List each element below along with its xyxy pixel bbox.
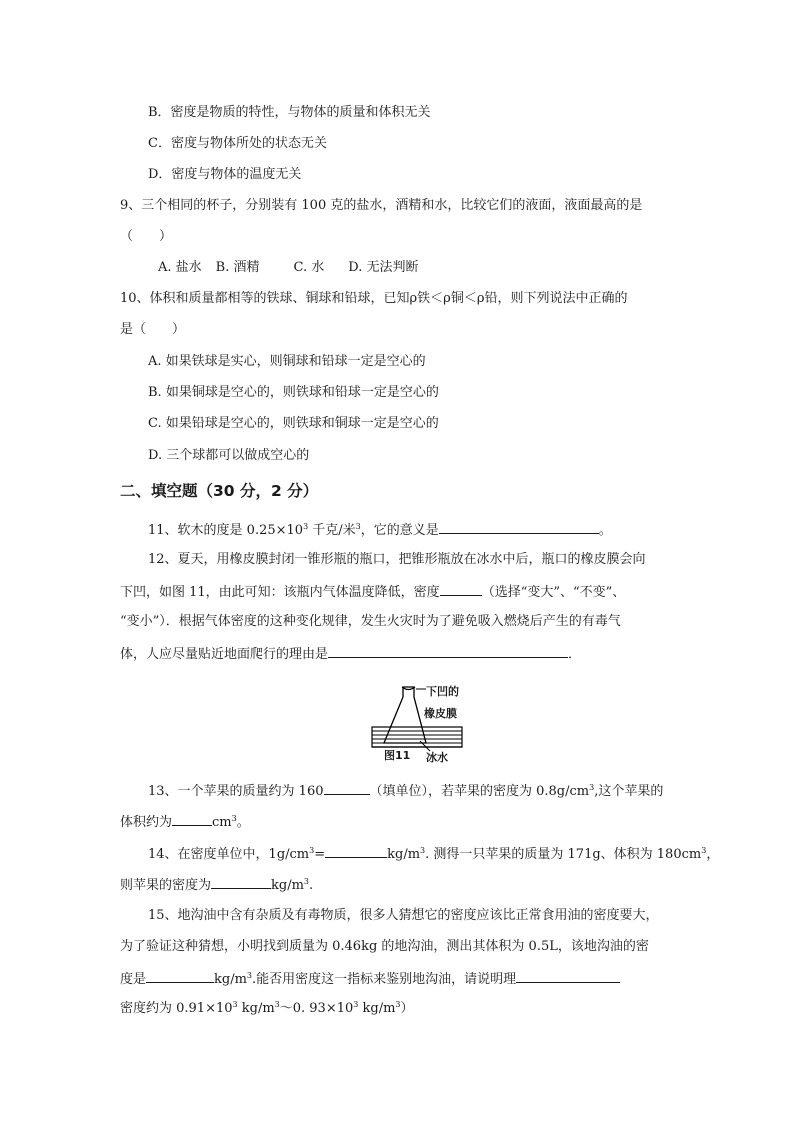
q14-density-blank[interactable]	[211, 875, 271, 889]
q14-text-post: . 测得一只苹果的质量为 171g、体积为 180cm	[425, 847, 702, 862]
q15-reason-blank[interactable]	[516, 969, 620, 983]
figure-label-concave: 下凹的	[426, 685, 459, 698]
q14-line1	[148, 844, 719, 864]
q11-text-pre: 11、软木的度是 0.25×10	[148, 523, 304, 538]
q14-line2-pre: 则苹果的密度为	[120, 878, 212, 893]
q9-option-d: D. 无法判断	[348, 260, 419, 275]
figure-11-flask-in-ice-water	[370, 683, 470, 765]
q14-exp3: 3	[701, 846, 707, 855]
q13-unit-blank[interactable]	[324, 781, 370, 795]
q12-line2-pre: 下凹，如图 11，由此可知：该瓶内气体温度降低，密度	[120, 585, 440, 600]
q13-text-pre: 13、一个苹果的质量约为 160	[148, 784, 324, 799]
q15-line4	[120, 1000, 414, 1018]
q12-line2	[120, 582, 625, 602]
q12-line3: “变小”）．根据气体密度的这种变化规律，发生火灾时为了避免吸入燃烧后产生的有毒气	[120, 614, 621, 629]
q10-option-b: B. 如果铜球是空心的，则铁球和铅球一定是空心的	[148, 385, 439, 400]
q14-comma: ，	[706, 847, 720, 862]
q13-line2-unit: cm	[212, 815, 232, 830]
q12-line4	[120, 644, 581, 664]
q9-option-a: A. 盐水	[158, 260, 202, 275]
q15-line3-unit: kg/m	[214, 972, 247, 987]
q14-equals: =	[314, 847, 326, 862]
q15-line4-c: ～0. 93×10	[279, 1001, 354, 1016]
q14-exp: 3	[309, 846, 315, 855]
q14-line2-end: .	[309, 878, 314, 893]
q10-option-a: A. 如果铁球是实心，则铜球和铅球一定是空心的	[148, 354, 426, 369]
q11-answer-blank[interactable]	[439, 520, 599, 534]
q14-exp2: 3	[420, 846, 426, 855]
q15-line2: 为了验证这种猜想，小明找到质量为 0.46kg 的地沟油，测出其体积为 0.5L，该地沟油的密	[120, 939, 649, 954]
q15-line3	[120, 969, 620, 989]
q12-line2-post: （选择“变大”、“不变”、	[481, 585, 626, 600]
q8-option-d: D．密度与物体的温度无关	[148, 167, 302, 182]
q15-line4-e: ）	[400, 1001, 414, 1016]
q9-options	[158, 259, 418, 277]
q15-line4-exp4: 3	[395, 1000, 401, 1009]
figure-caption: 图11	[384, 749, 411, 762]
q15-line3-exp: 3	[246, 971, 253, 980]
q12-line1: 12、夏天，用橡皮膜封闭一锥形瓶的瓶口，把锥形瓶放在冰水中后，瓶口的橡皮膜会向	[148, 552, 646, 567]
q14-conversion-blank[interactable]	[325, 844, 387, 858]
q8-option-b: B．密度是物质的特性，与物体的质量和体积无关	[148, 105, 431, 120]
q15-line3-pre: 度是	[120, 972, 147, 987]
q11-exp: 3	[303, 522, 309, 531]
q9-option-c: C. 水	[293, 260, 325, 275]
q14-line2-exp: 3	[303, 877, 310, 886]
q13-exp: 3	[589, 783, 595, 792]
q12-reason-blank[interactable]	[328, 644, 568, 658]
q12-density-blank[interactable]	[440, 582, 482, 596]
q9-stem-line2: （ ）	[120, 229, 173, 244]
q8-option-c: C．密度与物体所处的状态无关	[148, 136, 327, 151]
q15-line1: 15、地沟油中含有杂质及有毒物质，很多人猜想它的密度应该比正常食用油的密度要大，	[148, 908, 659, 923]
q13-text-post: ,这个苹果的	[594, 784, 664, 799]
q15-line4-b: kg/m	[237, 1001, 275, 1016]
q13-line2-pre: 体积约为	[120, 815, 173, 830]
q13-line2-end: 。	[236, 815, 250, 830]
q13-volume-blank[interactable]	[172, 812, 212, 826]
q13-line1	[148, 781, 663, 801]
q10-option-c: C. 如果铅球是空心的，则铁球和铜球一定是空心的	[148, 416, 439, 431]
section-title-fill-in: 二、填空题（30 分，2 分）	[120, 482, 319, 500]
q10-option-d: D. 三个球都可以做成空心的	[148, 448, 310, 463]
q15-line4-exp1: 3	[232, 1000, 238, 1009]
q10-stem-line1: 10、体积和质量都相等的铁球、铜球和铅球，已知ρ铁＜ρ铜＜ρ铅，则下列说法中正确的	[120, 291, 628, 306]
figure-label-ice-water: 冰水	[426, 751, 448, 764]
q12-line4-post: ．	[568, 647, 582, 662]
q11-exp2: 3	[355, 522, 361, 531]
q13-line2	[120, 812, 250, 832]
q15-line4-a: 密度约为 0.91×10	[120, 1001, 233, 1016]
q15-line4-exp3: 3	[353, 1000, 359, 1009]
q9-option-b: B. 酒精	[215, 260, 260, 275]
q14-line2-unit: kg/m	[271, 878, 304, 893]
q10-stem-line2: 是（ ）	[120, 322, 186, 337]
q12-line4-pre: 体，人应尽量贴近地面爬行的理由是	[120, 647, 329, 662]
q11-text-end: 。	[598, 523, 612, 538]
q15-line4-exp2: 3	[274, 1000, 280, 1009]
q14-line2	[120, 875, 313, 895]
q11-text-mid: 千克/米	[308, 523, 356, 538]
figure-label-membrane: 橡皮膜	[424, 707, 457, 720]
q15-density-blank[interactable]	[146, 969, 214, 983]
q9-stem-line1: 9、三个相同的杯子，分别装有 100 克的盐水，酒精和水，比较它们的液面，液面最高的是	[120, 198, 643, 213]
q11-text-post: ，它的意义是	[360, 523, 439, 538]
q14-unit: kg/m	[387, 847, 421, 862]
q15-line4-d: kg/m	[358, 1001, 396, 1016]
q13-line2-exp: 3	[231, 814, 237, 823]
q14-text-pre: 14、在密度单位中，1g/cm	[148, 847, 310, 862]
q13-text-mid: （填单位），若苹果的密度为 0.8g/cm	[369, 784, 590, 799]
q15-line3-post: .能否用密度这一指标来鉴别地沟油，请说明理	[252, 972, 517, 987]
q11-line	[148, 520, 612, 540]
